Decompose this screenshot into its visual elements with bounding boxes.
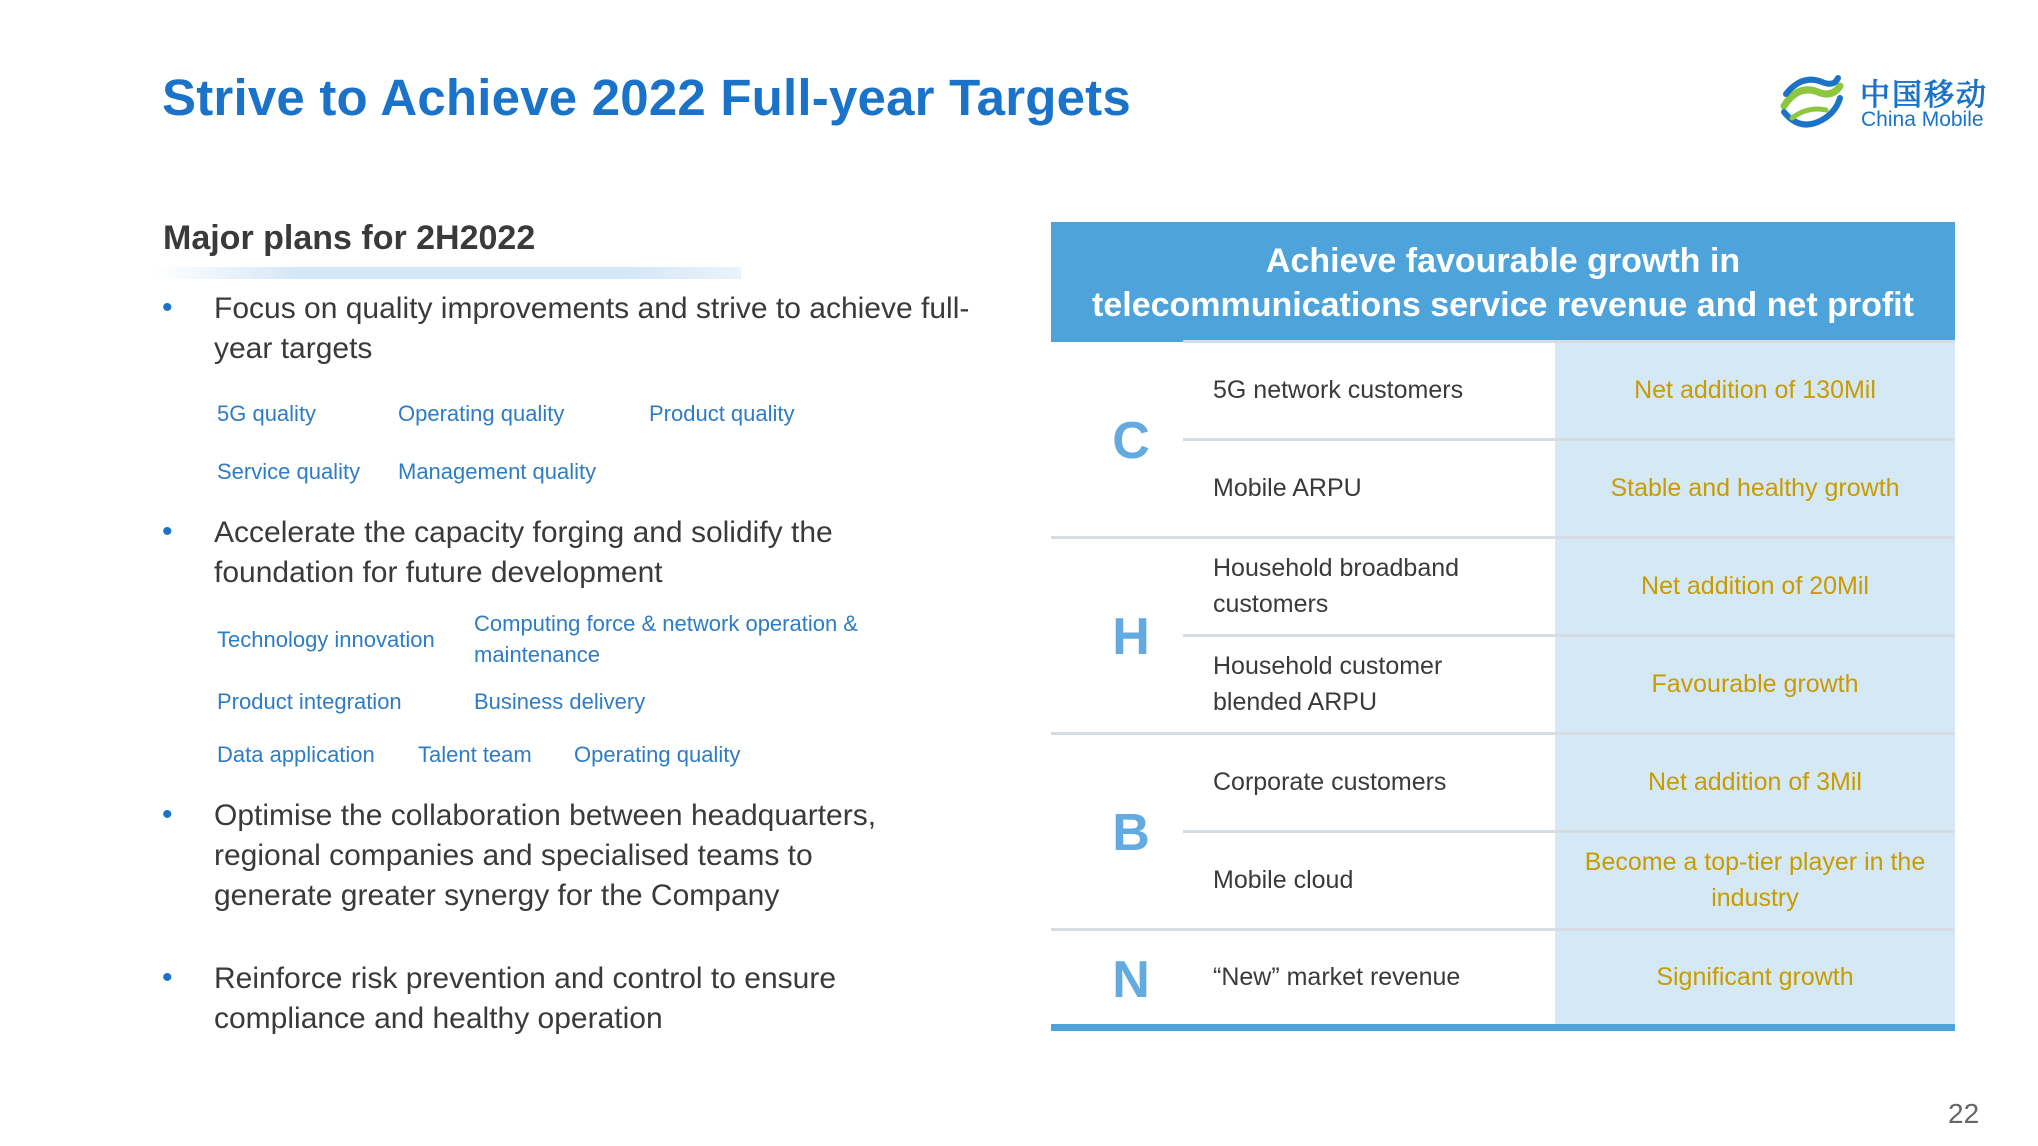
tag: Data application [217, 742, 375, 767]
tag: Business delivery [474, 689, 646, 714]
header-line-2: telecommunications service revenue and net profit [1092, 286, 1914, 324]
bullet-text: Focus on quality improvements and strive to achieve full-year targets [214, 292, 970, 365]
logo-english-text: China Mobile [1861, 108, 1984, 131]
page-title: Strive to Achieve 2022 Full-year Targets [162, 69, 1131, 126]
target-value: Net addition of 20Mil [1641, 572, 1869, 600]
metric-label: Mobile cloud [1213, 866, 1354, 894]
bullet-dot: • [162, 291, 173, 324]
tag: Product integration [217, 689, 402, 714]
metric-label: Corporate customers [1213, 768, 1447, 796]
bullet-text: Reinforce risk prevention and control to ensure compliance and healthy operation [214, 962, 837, 1035]
bullet-dot: • [162, 798, 173, 831]
bullet-text: Optimise the collaboration between headquarters, regional companies and specialised teams to generate greater synergy for the Company [214, 799, 877, 912]
target-value: Stable and healthy growth [1610, 474, 1900, 502]
metric-label: Household customer blended ARPU [1213, 652, 1443, 716]
header-line-1: Achieve favourable growth in [1265, 242, 1741, 280]
bullet-text: Accelerate the capacity forging and solidify the foundation for future development [214, 516, 833, 589]
panel-bottom-bar [1051, 1024, 1955, 1031]
tag: Technology innovation [217, 627, 435, 652]
target-value: Significant growth [1656, 963, 1854, 991]
tag: Talent team [418, 742, 532, 767]
tag: 5G quality [217, 401, 317, 426]
group-letter-b: B [1112, 804, 1150, 862]
target-value: Net addition of 3Mil [1647, 768, 1862, 796]
tag: Service quality [217, 459, 361, 484]
bullet-dot: • [162, 961, 173, 994]
group-letter-h: H [1112, 608, 1150, 666]
tag: Product quality [649, 401, 795, 426]
bullet-dot: • [162, 515, 173, 548]
section-underline [154, 267, 741, 279]
logo-chinese-text: 中国移动 [1860, 78, 1988, 113]
tag: Management quality [398, 459, 597, 484]
tag: Computing force & network operation & maintenance [474, 611, 858, 667]
targets-panel-header [1051, 222, 1955, 342]
group-letter-n: N [1112, 951, 1150, 1009]
metric-label: 5G network customers [1213, 376, 1464, 404]
group-letter-c: C [1112, 412, 1150, 470]
target-value: Become a top-tier player in the industry [1584, 848, 1926, 912]
page-number: 22 [1948, 1098, 1980, 1129]
metric-label: “New” market revenue [1213, 963, 1461, 991]
target-value: Net addition of 130Mil [1634, 376, 1876, 404]
tag: Operating quality [574, 742, 741, 767]
china-mobile-logo-icon [1778, 66, 1846, 134]
metric-label: Household broadband customers [1213, 554, 1460, 618]
metric-label: Mobile ARPU [1213, 474, 1362, 502]
china-mobile-logo [1778, 66, 2008, 138]
target-value: Favourable growth [1651, 670, 1859, 698]
section-heading: Major plans for 2H2022 [163, 219, 536, 257]
tag: Operating quality [398, 401, 565, 426]
